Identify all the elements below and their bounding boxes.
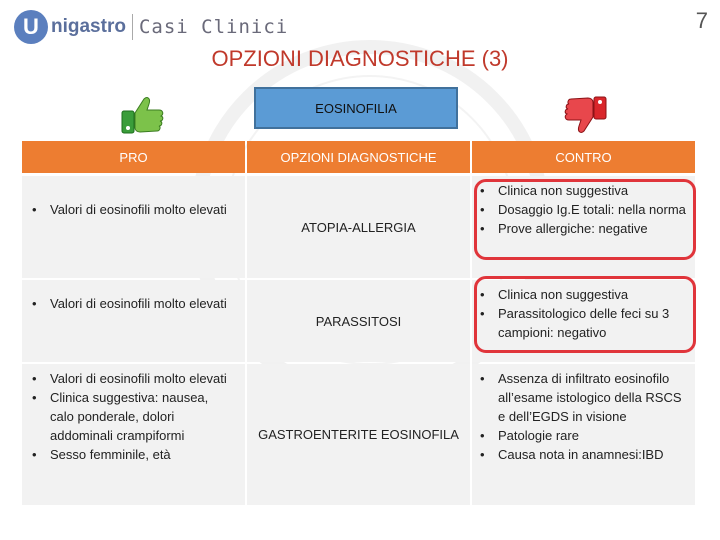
option-cell <box>247 280 470 362</box>
logo-mark: U <box>14 10 48 44</box>
pro-cell <box>30 200 235 219</box>
contro-item: • Patologie rare <box>478 426 688 445</box>
header-contro: CONTRO <box>472 141 695 173</box>
option-cell <box>247 364 470 505</box>
option-cell <box>247 176 470 278</box>
pro-cell <box>30 294 235 313</box>
highlight-frame <box>474 276 696 353</box>
contro-item: • Prove allergiche: negative <box>478 219 688 238</box>
header-options: OPZIONI DIAGNOSTICHE <box>247 141 470 173</box>
highlight-frame <box>474 179 696 260</box>
pro-item: • Valori di eosinofili molto elevati <box>30 369 235 388</box>
logo-name: nigastro <box>51 16 126 37</box>
contro-item: • Clinica non suggestiva <box>478 181 688 200</box>
contro-item: • Dosaggio Ig.E totali: nella norma <box>478 200 688 219</box>
thumbs-up-icon <box>118 95 166 135</box>
contro-item: • Clinica non suggestiva <box>478 285 688 304</box>
option-label: PARASSITOSI <box>315 313 402 329</box>
pro-item: • Clinica suggestiva: nausea, calo ponderale, dolori addominali crampiformi <box>30 388 235 445</box>
logo-subtitle: Casi Clinici <box>138 16 289 38</box>
contro-item: • Assenza di infiltrato eosinofilo all’esame istologico della RSCS e dell’EGDS in visione <box>478 369 688 426</box>
pro-item: • Sesso femminile, età <box>30 445 235 464</box>
slide-title: OPZIONI DIAGNOSTICHE (3) <box>211 46 509 71</box>
contro-item: • Parassitologico delle feci su 3 campioni: negativo <box>478 304 688 342</box>
option-label: GASTROENTERITE EOSINOFILA <box>258 427 459 442</box>
option-label: ATOPIA-ALLERGIA <box>301 219 416 235</box>
contro-cell <box>478 369 688 464</box>
pro-item: • Valori di eosinofili molto elevati <box>30 294 235 313</box>
column-divider <box>470 176 472 505</box>
thumbs-down-icon <box>562 95 610 135</box>
logo-divider <box>132 14 133 40</box>
header-pro: PRO <box>22 141 245 173</box>
brand-logo <box>14 10 288 44</box>
category-box: EOSINOFILIA <box>254 87 458 129</box>
pro-cell <box>30 369 235 464</box>
contro-item: • Causa nota in anamnesi:IBD <box>478 445 688 464</box>
slide-number: 7 <box>695 8 708 33</box>
pro-item: • Valori di eosinofili molto elevati <box>30 200 235 219</box>
